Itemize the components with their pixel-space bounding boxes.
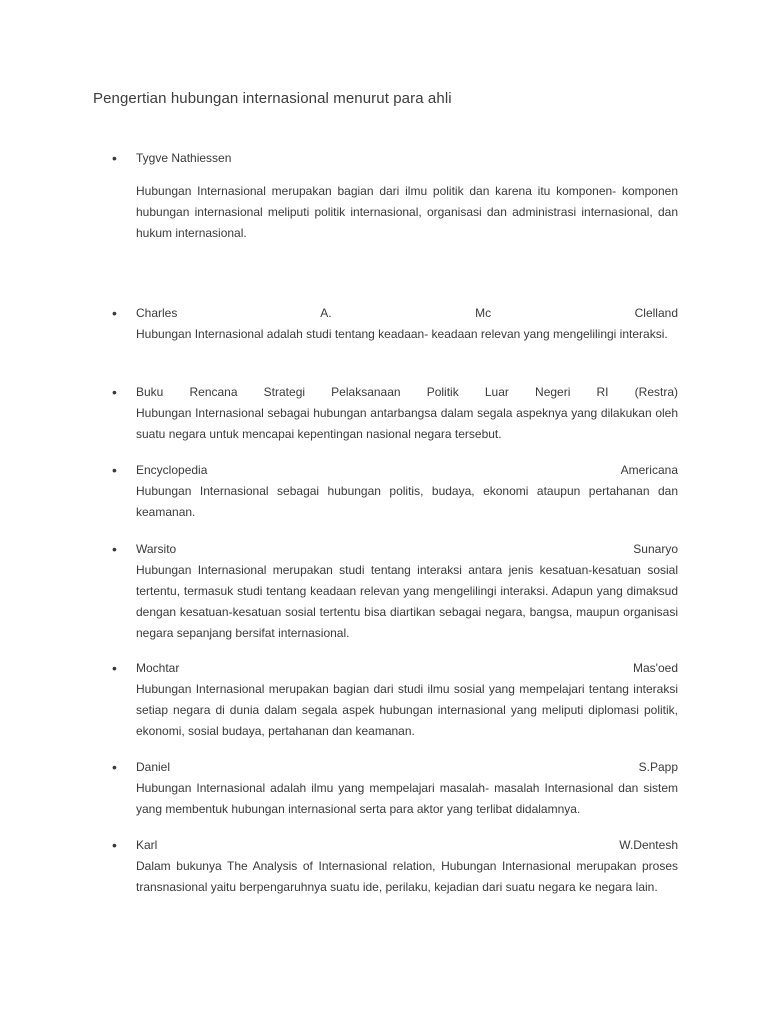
expert-definition: Hubungan Internasional sebagai hubungan antarbangsa dalam segala aspeknya yang dilakukan oleh suatu negara untuk mencapai kepentingan nasional negara tersebut.	[136, 406, 678, 441]
list-item-content	[136, 658, 678, 742]
list-item	[112, 382, 678, 445]
document-title: Pengertian hubungan internasional menurut para ahli	[93, 90, 452, 107]
expert-definition: Hubungan Internasional adalah ilmu yang mempelajari masalah- masalah Internasional dan sistem yang membentuk hubungan internasional serta para aktor yang terlibat didalamnya.	[136, 781, 678, 816]
list-item-content	[136, 460, 678, 523]
bullet-marker: •	[112, 305, 117, 321]
expert-name: Charles A. Mc Clelland	[136, 306, 678, 320]
list-item	[112, 148, 678, 244]
bullet-marker: •	[112, 837, 117, 853]
bullet-marker: •	[112, 150, 117, 166]
expert-name: Daniel S.Papp	[136, 760, 678, 774]
list-item	[112, 757, 678, 820]
expert-definition: Dalam bukunya The Analysis of Internasional relation, Hubungan Internasional merupakan proses transnasional yaitu berpengaruhnya suatu ide, perilaku, kejadian dari suatu negara ke negara lain.	[136, 859, 678, 894]
list-item-content	[136, 757, 678, 820]
list-item	[112, 539, 678, 644]
expert-name: Encyclopedia Americana	[136, 463, 678, 477]
list-item	[112, 835, 678, 898]
bullet-marker: •	[112, 462, 117, 478]
list-item-content	[136, 303, 678, 345]
list-item	[112, 303, 678, 345]
bullet-marker: •	[112, 541, 117, 557]
bullet-marker: •	[112, 660, 117, 676]
list-item	[112, 658, 678, 742]
list-item-content	[136, 835, 678, 898]
expert-name: Tygve Nathiessen	[136, 151, 232, 165]
expert-name: Mochtar Mas'oed	[136, 661, 678, 675]
expert-definition: Hubungan Internasional merupakan studi tentang interaksi antara jenis kesatuan-kesatuan sosial tertentu, termasuk studi tentang keadaan relevan yang mengelilingi interaksi. Adapun yang dimaksud dengan kesatuan-kesatuan sosial tertentu bisa diartikan sebagai negara, bangsa, maupun organisasi negara sepanjang bersifat internasional.	[136, 563, 678, 640]
list-item-content	[136, 539, 678, 644]
expert-name: Warsito Sunaryo	[136, 542, 678, 556]
bullet-marker: •	[112, 384, 117, 400]
expert-name: Buku Rencana Strategi Pelaksanaan Politik Luar Negeri RI (Restra)	[136, 385, 678, 399]
expert-definition: Hubungan Internasional adalah studi tentang keadaan- keadaan relevan yang mengelilingi interaksi.	[136, 327, 668, 341]
list-item-content	[136, 382, 678, 445]
expert-definition: Hubungan Internasional merupakan bagian dari ilmu politik dan karena itu komponen- komponen hubungan internasional meliputi politik internasional, organisasi dan administrasi internasional, dan hukum internasional.	[136, 184, 678, 240]
expert-name: Karl W.Dentesh	[136, 838, 678, 852]
expert-definition: Hubungan Internasional sebagai hubungan politis, budaya, ekonomi ataupun pertahanan dan keamanan.	[136, 484, 678, 519]
bullet-marker: •	[112, 759, 117, 775]
list-item-content	[136, 148, 678, 244]
expert-definition: Hubungan Internasional merupakan bagian dari studi ilmu sosial yang mempelajari tentang interaksi setiap negara di dunia dalam segala aspek hubungan internasional yang meliputi diplomasi politik, ekonomi, sosial budaya, pertahanan dan keamanan.	[136, 682, 678, 738]
list-item	[112, 460, 678, 523]
